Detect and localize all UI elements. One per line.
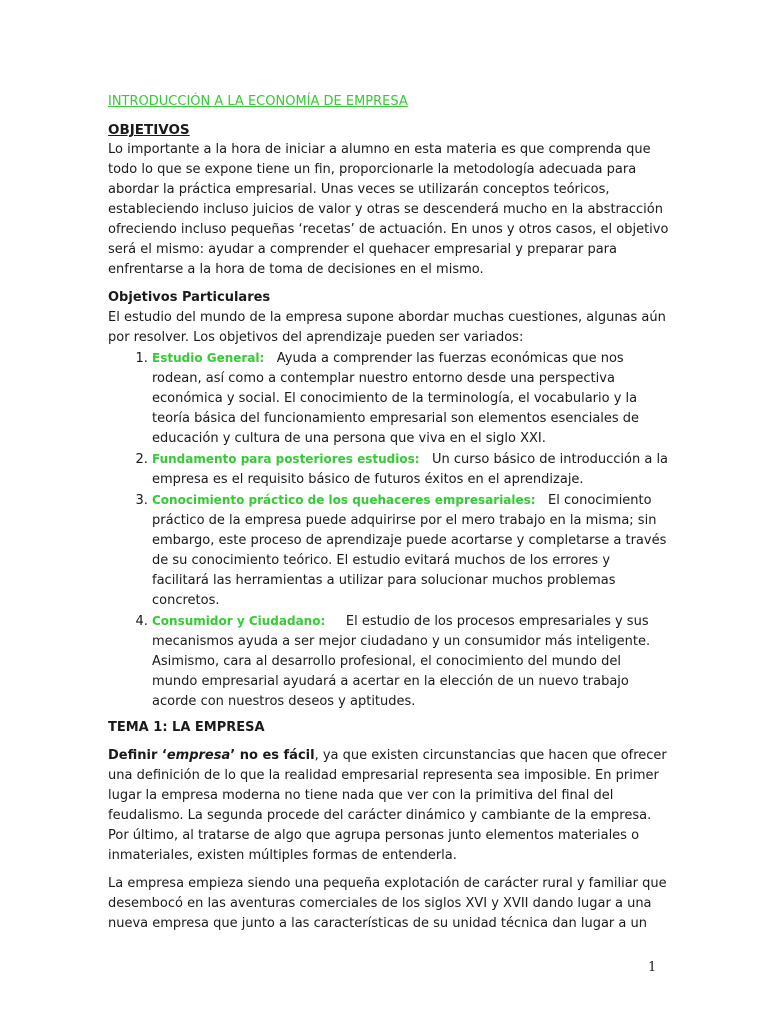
tema1-paragraph-2: La empresa empieza siendo una pequeña explotación de carácter rural y familiar que desembocó en las aventuras comerciales de los siglos XVI y XVII dando lugar a una nueva empresa que junto a las características de su unidad técnica dan lugar a un <box>108 876 667 931</box>
list-item-label: Conocimiento práctico de los quehaceres empresariales: <box>152 493 536 507</box>
page-number: 1 <box>648 960 657 975</box>
list-item-text: El estudio de los procesos empresariales y sus mecanismos ayuda a ser mejor ciudadano y un consumidor más inteligente. Asimismo, cara al desarrollo profesional, el conocimiento del mundo del mundo empresarial ayudará a acertar en la elección de un nuevo trabajo acorde con nuestros deseos y aptitudes. <box>152 614 651 709</box>
definition-lead <box>108 748 315 763</box>
list-item-label: Fundamento para posteriores estudios: <box>152 452 420 466</box>
definition-suffix: ’ no es fácil <box>230 748 315 763</box>
objetivos-paragraph: Lo importante a la hora de iniciar a alumno en esta materia es que comprenda que todo lo que se expone tiene un fin, proporcionarle la metodología adecuada para abordar la práctica empresarial. Unas veces se utilizarán conceptos teóricos, estableciendo incluso juicios de valor y otras se descenderá mucho en la abstracción ofreciendo incluso pequeñas ‘recetas’ de actuación. En unos y otros casos, el objetivo será el mismo: ayudar a comprender el quehacer empresarial y preparar para enfrentarse a la hora de toma de decisiones en el mismo. <box>108 142 669 277</box>
objetivos-particulares-heading: Objetivos Particulares <box>108 290 271 305</box>
list-item <box>152 348 670 449</box>
tema1-paragraph-1 <box>108 746 670 866</box>
list-item-text: El conocimiento práctico de la empresa puede adquirirse por el mero trabajo en la misma; sin embargo, este proceso de aprendizaje puede acortarse y completarse a través de su conocimiento teórico. El estudio evitará muchos de los errores y facilitará las herramientas a utilizar para solucionar muchos problemas concretos. <box>152 493 667 608</box>
list-item-label: Consumidor y Ciudadano: <box>152 614 326 628</box>
list-item <box>152 449 670 490</box>
definition-prefix: Definir ‘ <box>108 748 167 763</box>
list-item <box>152 611 670 712</box>
list-item-text: Ayuda a comprender las fuerzas económicas que nos rodean, así como a contemplar nuestro entorno desde una perspectiva económica y social. El conocimiento de la terminología, el vocabulario y la teoría básica del funcionamiento empresarial son elementos esenciales de educación y cultura de una persona que viva en el siglo XXI. <box>152 351 640 446</box>
tema1-heading: TEMA 1: LA EMPRESA <box>108 720 265 735</box>
objetivos-list <box>108 348 670 712</box>
document-page <box>108 92 670 934</box>
list-item-text: Un curso básico de introducción a la empresa es el requisito básico de futuros éxitos en el aprendizaje. <box>152 452 669 487</box>
list-item-label: Estudio General: <box>152 351 265 365</box>
objetivos-particulares-intro: El estudio del mundo de la empresa supone abordar muchas cuestiones, algunas aún por resolver. Los objetivos del aprendizaje pueden ser variados: <box>108 310 666 345</box>
tema1-paragraph-1-text: , ya que existen circunstancias que hacen que ofrecer una definición de lo que la realidad empresarial representa sea imposible. En primer lugar la empresa moderna no tiene nada que ver con la primitiva del final del feudalismo. La segunda procede del carácter dinámico y cambiante de la empresa. Por último, al tratarse de algo que agrupa personas junto elementos materiales o inmateriales, existen múltiples formas de entenderla. <box>108 748 667 863</box>
list-item <box>152 490 670 611</box>
definition-word: empresa <box>166 748 231 763</box>
document-title: INTRODUCCIÓN A LA ECONOMÍA DE EMPRESA <box>108 94 408 109</box>
objetivos-heading: OBJETIVOS <box>108 122 190 138</box>
